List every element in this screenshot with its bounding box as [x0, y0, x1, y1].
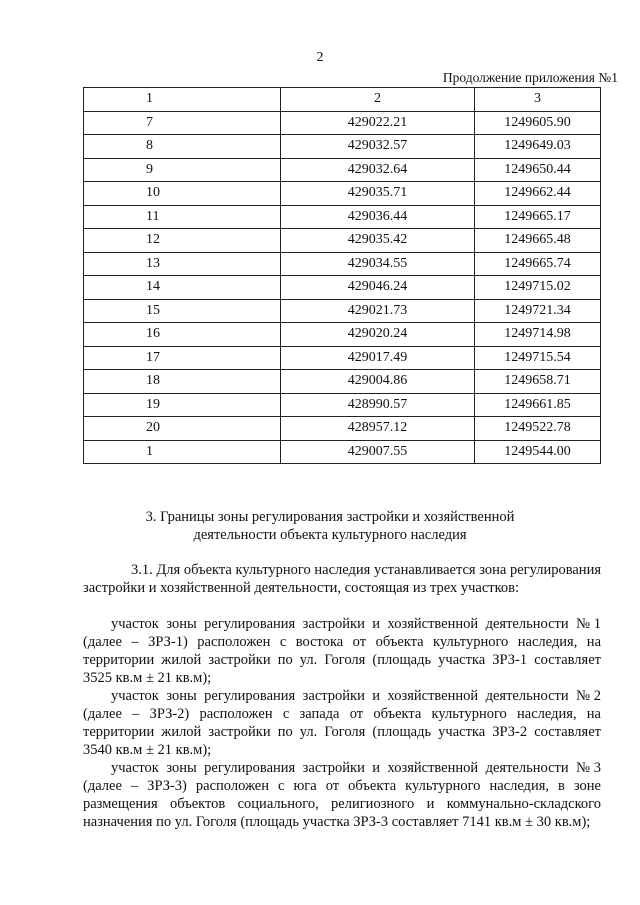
table-body [84, 111, 601, 464]
cell-y-coordinate: 1249665.48 [475, 229, 601, 253]
table-row [84, 229, 601, 253]
cell-point-number: 17 [84, 346, 281, 370]
cell-y-coordinate: 1249522.78 [475, 417, 601, 441]
cell-point-number: 12 [84, 229, 281, 253]
table-row [84, 205, 601, 229]
table-row [84, 346, 601, 370]
section-title-line: деятельности объекта культурного наследия [193, 527, 467, 543]
header-cell-x: 2 [281, 88, 475, 112]
cell-y-coordinate: 1249665.74 [475, 252, 601, 276]
table-row [84, 276, 601, 300]
paragraph-zone-1: участок зоны регулирования застройки и хозяйственной деятельности №1 (далее – ЗРЗ-1) расположен с востока от объекта культурного наследия, на территории жилой застройки по ул. Гоголя (площадь участка ЗРЗ-1 составляет 3525 кв.м ± 21 кв.м); [83, 616, 601, 686]
cell-x-coordinate: 429007.55 [281, 440, 475, 464]
cell-x-coordinate: 428990.57 [281, 393, 475, 417]
cell-y-coordinate: 1249715.02 [475, 276, 601, 300]
cell-x-coordinate: 429046.24 [281, 276, 475, 300]
section-title-line: 3. Границы зоны регулирования застройки и хозяйственной [145, 509, 515, 525]
cell-point-number: 1 [84, 440, 281, 464]
cell-y-coordinate: 1249605.90 [475, 111, 601, 135]
cell-x-coordinate: 429021.73 [281, 299, 475, 323]
paragraph-zone-2: участок зоны регулирования застройки и хозяйственной деятельности №2 (далее – ЗРЗ-2) расположен с запада от объекта культурного наследия, на территории жилой застройки по ул. Гоголя (площадь участка ЗРЗ-2 составляет 3540 кв.м ± 21 кв.м); [83, 688, 601, 758]
table-row [84, 158, 601, 182]
cell-x-coordinate: 428957.12 [281, 417, 475, 441]
cell-point-number: 13 [84, 252, 281, 276]
table-header-row [84, 88, 601, 112]
table-row [84, 323, 601, 347]
cell-point-number: 14 [84, 276, 281, 300]
cell-y-coordinate: 1249661.85 [475, 393, 601, 417]
cell-x-coordinate: 429022.21 [281, 111, 475, 135]
paragraph-3-1: 3.1. Для объекта культурного наследия устанавливается зона регулирования застройки и хозяйственной деятельности, состоящая из трех участков: [83, 562, 601, 596]
table-row [84, 370, 601, 394]
table-row [84, 417, 601, 441]
cell-y-coordinate: 1249544.00 [475, 440, 601, 464]
table-row [84, 182, 601, 206]
cell-x-coordinate: 429035.42 [281, 229, 475, 253]
cell-x-coordinate: 429034.55 [281, 252, 475, 276]
page-number: 2 [316, 50, 324, 65]
coordinates-table [83, 87, 601, 464]
cell-y-coordinate: 1249650.44 [475, 158, 601, 182]
cell-point-number: 15 [84, 299, 281, 323]
table-row [84, 440, 601, 464]
cell-y-coordinate: 1249649.03 [475, 135, 601, 159]
cell-x-coordinate: 429032.57 [281, 135, 475, 159]
header-cell-point: 1 [84, 88, 281, 112]
table-row [84, 135, 601, 159]
cell-y-coordinate: 1249665.17 [475, 205, 601, 229]
cell-y-coordinate: 1249662.44 [475, 182, 601, 206]
cell-x-coordinate: 429020.24 [281, 323, 475, 347]
section-title [100, 508, 560, 544]
cell-point-number: 11 [84, 205, 281, 229]
paragraph-zone-3: участок зоны регулирования застройки и хозяйственной деятельности №3 (далее – ЗРЗ-3) расположен с юга от объекта культурного наследия, в зоне размещения объектов социального, религиозного и коммунально-складского назначения по ул. Гоголя (площадь участка ЗРЗ-3 составляет 7141 кв.м ± 30 кв.м); [83, 760, 601, 830]
cell-x-coordinate: 429036.44 [281, 205, 475, 229]
table-row [84, 111, 601, 135]
cell-y-coordinate: 1249658.71 [475, 370, 601, 394]
cell-y-coordinate: 1249715.54 [475, 346, 601, 370]
cell-point-number: 18 [84, 370, 281, 394]
cell-point-number: 7 [84, 111, 281, 135]
cell-y-coordinate: 1249714.98 [475, 323, 601, 347]
cell-point-number: 10 [84, 182, 281, 206]
cell-point-number: 8 [84, 135, 281, 159]
cell-x-coordinate: 429004.86 [281, 370, 475, 394]
cell-y-coordinate: 1249721.34 [475, 299, 601, 323]
cell-x-coordinate: 429017.49 [281, 346, 475, 370]
cell-point-number: 19 [84, 393, 281, 417]
cell-x-coordinate: 429032.64 [281, 158, 475, 182]
cell-point-number: 20 [84, 417, 281, 441]
table-row [84, 299, 601, 323]
cell-point-number: 9 [84, 158, 281, 182]
cell-x-coordinate: 429035.71 [281, 182, 475, 206]
table-row [84, 252, 601, 276]
cell-point-number: 16 [84, 323, 281, 347]
table-row [84, 393, 601, 417]
header-cell-y: 3 [475, 88, 601, 112]
appendix-continuation-label: Продолжение приложения №1 [442, 70, 618, 85]
